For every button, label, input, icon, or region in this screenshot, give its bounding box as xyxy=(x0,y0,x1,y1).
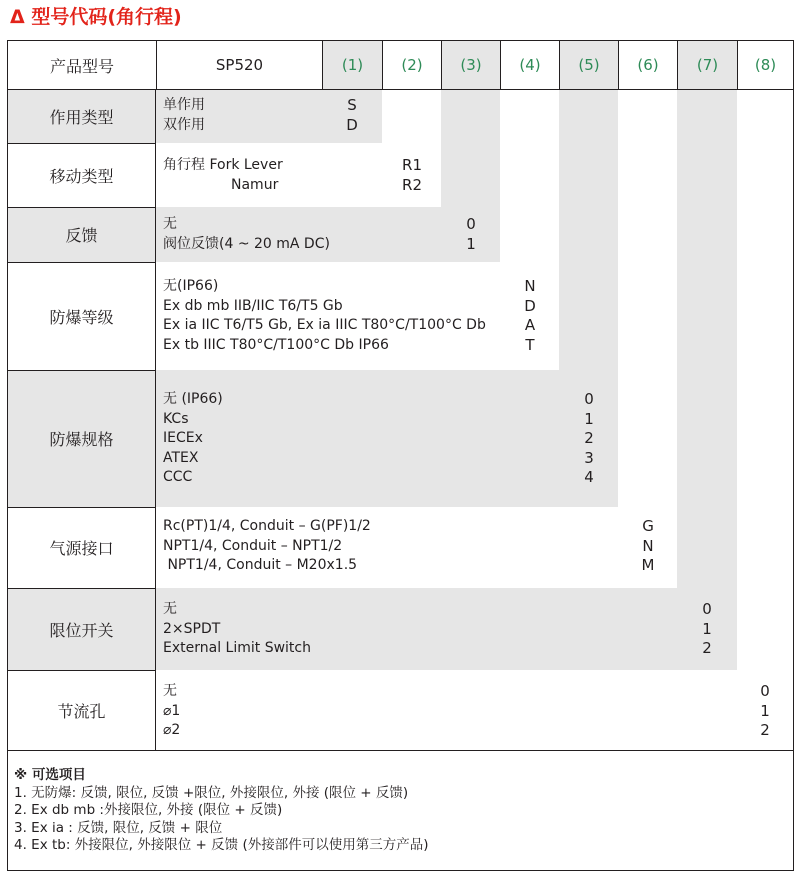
desc-line: 阀位反馈(4 ~ 20 mA DC) xyxy=(163,235,330,252)
desc-line: 无(IP66) xyxy=(163,278,219,294)
row-desc-feedback xyxy=(163,215,330,254)
row-label-air-connection: 气源接口 xyxy=(49,539,114,558)
code-value: 0 xyxy=(466,215,476,233)
col-header-5: (5) xyxy=(559,41,618,89)
row-desc-explosion-class xyxy=(163,277,486,355)
notes-divider xyxy=(7,750,794,751)
codes-col-1 xyxy=(337,96,367,135)
row-label-explosion-spec: 防爆规格 xyxy=(49,430,114,449)
note-item: 1. 无防爆: 反馈, 限位, 反馈 +限位, 外接限位, 外接 (限位 + 反馈) xyxy=(14,784,409,801)
desc-line: ⌀1 xyxy=(163,702,181,719)
code-value: 1 xyxy=(702,619,712,638)
desc-line: 单作用 xyxy=(163,97,205,113)
code-value: N xyxy=(642,536,654,555)
row-label-orifice: 节流孔 xyxy=(57,701,106,721)
desc-line: Ex tb IIIC T80°C/T100°C Db IP66 xyxy=(163,336,389,353)
desc-line: 无 xyxy=(163,601,177,617)
desc-line: CCC xyxy=(163,469,193,485)
desc-line: ⌀2 xyxy=(163,722,181,738)
desc-line: Namur xyxy=(231,176,279,193)
codes-col-8 xyxy=(750,682,780,741)
code-value: G xyxy=(642,517,654,535)
code-value: 1 xyxy=(466,234,476,253)
row-label-motion-type: 移动类型 xyxy=(49,166,114,186)
code-value: D xyxy=(346,115,358,134)
code-value: 3 xyxy=(584,448,594,467)
note-item: 3. Ex ia : 反馈, 限位, 反馈 + 限位 xyxy=(14,819,223,836)
code-value: M xyxy=(641,556,655,574)
strip-7 xyxy=(677,89,737,588)
desc-line: ATEX xyxy=(163,449,199,466)
page-title: Δ 型号代码(角行程) xyxy=(10,6,182,28)
notes-title: ※ 可选项目 xyxy=(14,767,86,783)
row-desc-explosion-spec xyxy=(163,390,223,488)
code-value: D xyxy=(524,296,536,315)
code-value: 2 xyxy=(584,429,594,447)
header-model: SP520 xyxy=(156,41,322,89)
col-header-8: (8) xyxy=(737,41,793,89)
code-value: 2 xyxy=(760,721,770,739)
row-desc-action-type xyxy=(163,96,205,135)
codes-col-5 xyxy=(574,390,604,488)
code-value: 0 xyxy=(760,682,770,700)
col-header-6: (6) xyxy=(618,41,677,89)
col-header-3: (3) xyxy=(441,41,500,89)
codes-col-3 xyxy=(456,215,486,254)
desc-line: Ex db mb IIB/IIC T6/T5 Gb xyxy=(163,297,343,314)
col-header-2: (2) xyxy=(382,41,441,89)
code-value: S xyxy=(347,96,357,114)
desc-line: Ex ia IIC T6/T5 Gb, Ex ia IIIC T80°C/T100°C Db xyxy=(163,317,486,333)
code-value: N xyxy=(524,277,536,295)
code-value: A xyxy=(524,316,536,334)
label-column-border xyxy=(155,89,156,750)
row-desc-orifice xyxy=(163,682,180,741)
desc-line: 角行程 Fork Lever xyxy=(163,157,283,173)
strip-5 xyxy=(559,89,618,370)
code-value: R2 xyxy=(402,175,422,194)
desc-line: 无 xyxy=(163,683,177,699)
code-value: 1 xyxy=(760,701,770,720)
row-desc-air-connection xyxy=(163,517,371,576)
row-label-action-type: 作用类型 xyxy=(49,107,114,127)
code-value: 2 xyxy=(702,639,712,657)
row-label-explosion-class: 防爆等级 xyxy=(49,307,114,327)
col-header-7: (7) xyxy=(677,41,737,89)
code-value: 0 xyxy=(584,390,594,408)
row-desc-motion-type xyxy=(163,156,283,195)
desc-line: 无 (IP66) xyxy=(163,391,223,407)
row-desc-limit-switch xyxy=(163,600,311,659)
desc-line: 双作用 xyxy=(163,116,205,133)
codes-col-2 xyxy=(397,156,427,195)
header-label: 产品型号 xyxy=(49,56,114,76)
row-shade-5 xyxy=(156,370,618,507)
desc-line: NPT1/4, Conduit – NPT1/2 xyxy=(163,537,343,554)
codes-col-7 xyxy=(692,600,722,659)
code-value: 0 xyxy=(702,600,712,618)
codes-col-4 xyxy=(515,277,545,355)
code-value: 1 xyxy=(584,409,594,428)
optional-notes xyxy=(14,767,429,855)
note-item: 2. Ex db mb :外接限位, 外接 (限位 + 反馈) xyxy=(14,802,283,818)
row-label-feedback: 反馈 xyxy=(65,226,98,245)
col-header-4: (4) xyxy=(500,41,559,89)
desc-line: IECEx xyxy=(163,430,203,446)
desc-line: External Limit Switch xyxy=(163,640,311,656)
code-value: T xyxy=(525,335,535,354)
strip-3 xyxy=(441,89,500,207)
row-label-limit-switch: 限位开关 xyxy=(49,620,114,640)
desc-line: Rc(PT)1/4, Conduit – G(PF)1/2 xyxy=(163,518,371,534)
desc-line: 无 xyxy=(163,216,177,232)
desc-line: KCs xyxy=(163,410,189,427)
note-item: 4. Ex tb: 外接限位, 外接限位 + 反馈 (外接部件可以使用第三方产品) xyxy=(14,837,429,853)
desc-line: NPT1/4, Conduit – M20x1.5 xyxy=(163,557,358,573)
codes-col-6 xyxy=(633,517,663,576)
code-value: R1 xyxy=(402,156,422,174)
desc-line: 2×SPDT xyxy=(163,620,221,637)
code-value: 4 xyxy=(584,468,594,486)
col-header-1: (1) xyxy=(322,41,382,89)
